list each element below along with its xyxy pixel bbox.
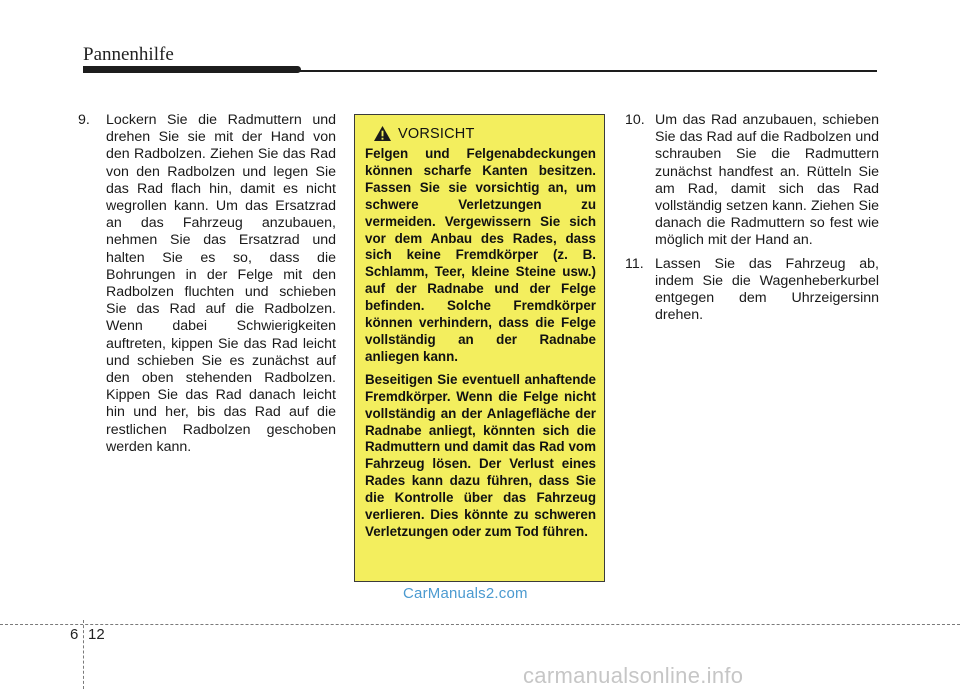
left-column [78,112,336,462]
step-number: 9. [78,112,90,128]
header-rule-thick [83,66,301,73]
watermark-carmanuals2[interactable]: CarManuals2.com [403,585,528,602]
right-column [625,112,879,330]
footer-vertical-divider [83,620,84,689]
step-11 [625,256,879,325]
caution-header [365,125,596,142]
footer-divider [0,624,960,625]
watermark-carmanualsonline[interactable]: carmanualsonline.info [523,663,744,688]
section-title: Pannenhilfe [83,44,174,65]
step-text: Um das Rad anzubauen, schieben Sie das Rad auf die Radbolzen und schrauben Sie die Radmuttern zunächst handfest an. Rütteln Sie am Rad, damit sich das Rad vollständig setzen kann. Ziehen Sie danach die Radmuttern so fest wie möglich mit der Hand an. [655,112,879,249]
step-10 [625,112,879,250]
page-number: 12 [88,626,105,643]
caution-title: VORSICHT [398,125,475,142]
step-text: Lassen Sie das Fahrzeug ab, indem Sie die Wagenheberkurbel entgegen dem Uhrzeigersinn drehen. [655,255,879,324]
header-rule-thin [300,70,877,72]
step-number: 10. [625,112,645,128]
caution-paragraph-1: Felgen und Felgenabdeckungen können scharfe Kanten besitzen. Fassen Sie sie vorsichtig an, um schwere Verletzungen zu vermeiden. Vergewissern Sie sich vor dem Anbau des Rades, dass sich keine Fremdkörper (z. B. Schlamm, Teer, kleine Steine usw.) auf der Radnabe und der Felge befinden. Solche Fremdkörper können verhindern, dass die Felge vollständig an der Radnabe anliegen kann. [365,146,596,364]
step-9 [78,112,336,456]
step-number: 11. [625,255,644,272]
caution-box [354,114,605,582]
warning-triangle-icon [373,125,392,142]
step-text: Lockern Sie die Radmuttern und drehen Sie sie mit der Hand von den Radbolzen. Ziehen Sie das Rad von den Radbolzen und legen Sie das Rad flach hin, damit es nicht wegrollen kann. Um das Ersatzrad an das Fahrzeug anzubauen, nehmen Sie das Ersatzrad und halten Sie es so, dass die Bohrungen in der Felge mit den Radbolzen fluchten und schieben Sie das Rad auf die Radbolzen. Wenn dabei Schwierigkeiten auftreten, kippen Sie das Rad leicht und schieben Sie es zunächst auf den oben stehenden Radbolzen. Kippen Sie das Rad danach leicht hin und her, bis das Rad auf die restlichen Radbolzen geschoben werden kann. [106,112,336,455]
chapter-number: 6 [70,626,79,643]
caution-paragraph-2: Beseitigen Sie eventuell anhaftende Fremdkörper. Wenn die Felge nicht vollständig an der Anlagefläche der Radnabe anliegt, könnten sich die Radmuttern und damit das Rad vom Fahrzeug lösen. Der Verlust eines Rades kann dazu führen, dass Sie die Kontrolle über das Fahrzeug verlieren. Dies könnte zu schweren Verletzungen oder zum Tod führen. [365,371,596,539]
